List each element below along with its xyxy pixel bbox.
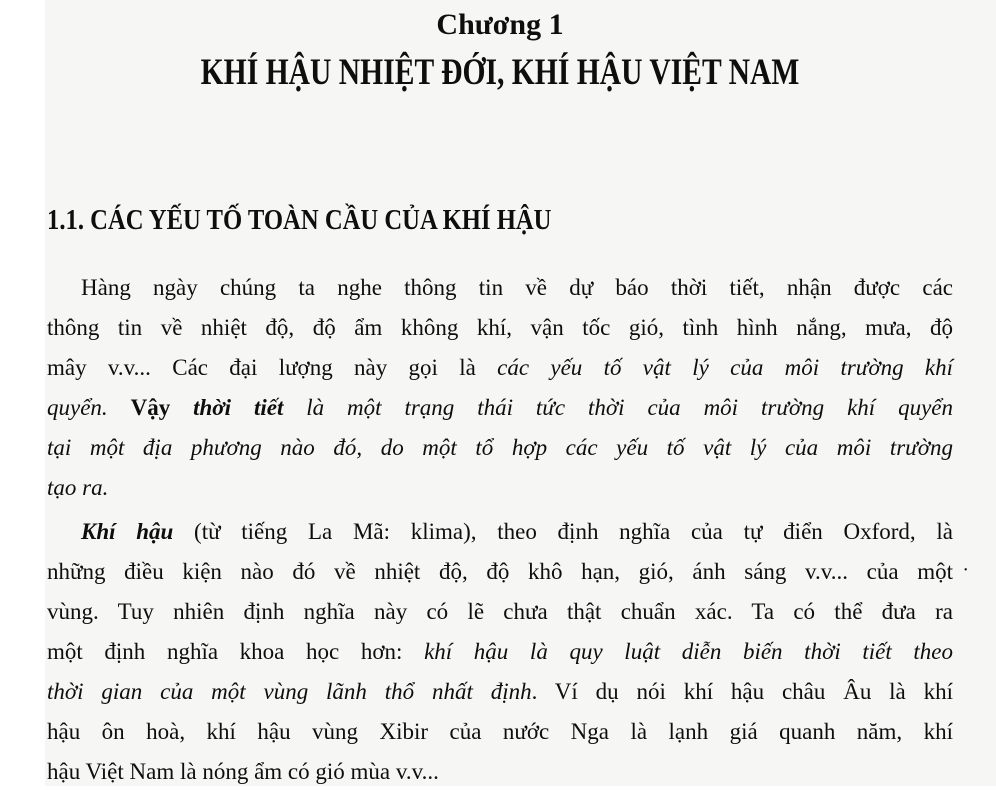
chapter-title: KHÍ HẬU NHIỆT ĐỚI, KHÍ HẬU VIỆT NAM (200, 52, 800, 93)
chapter-label: Chương 1 (436, 8, 564, 41)
text-segment: tạo ra. (47, 475, 109, 500)
text-segment: Khí hậu (81, 519, 195, 544)
text-segment: (từ tiếng La Mã: klima), theo định nghĩa của tự điển Oxford, là (194, 519, 953, 544)
text-segment: một định nghĩa khoa học hơn: (47, 639, 425, 664)
text-line (47, 552, 969, 592)
text-line (47, 468, 953, 508)
text-segment: thông tin về nhiệt độ, độ ẩm không khí, vận tốc gió, tình hình nắng, mưa, độ (47, 315, 953, 340)
text-segment: khí hậu là quy luật diễn biến thời tiết theo (424, 639, 953, 664)
text-line (47, 268, 953, 308)
paragraph (47, 268, 953, 508)
left-page-margin (0, 0, 45, 786)
text-segment: thời tiết (193, 395, 307, 420)
text-line (47, 592, 953, 632)
text-segment: . Ví dụ nói khí hậu châu Âu là khí (531, 679, 953, 704)
text-segment: vùng. Tuy nhiên định nghĩa này có lẽ chưa thật chuẩn xác. Ta có thể đưa ra (47, 599, 953, 624)
text-line (47, 672, 953, 712)
text-line (47, 712, 953, 752)
text-line (47, 512, 953, 552)
text-line (47, 348, 953, 388)
text-line (47, 308, 953, 348)
text-segment: mây v.v... Các đại lượng này gọi là (47, 355, 498, 380)
text-segment: Vậy (130, 395, 194, 420)
text-line (47, 388, 953, 428)
text-line (47, 752, 953, 792)
text-segment: hậu ôn hoà, khí hậu vùng Xibir của nước Nga là lạnh giá quanh năm, khí (47, 719, 953, 744)
section-heading: 1.1. CÁC YẾU TỐ TOÀN CẦU CỦA KHÍ HẬU (47, 204, 552, 236)
text-segment: tại một địa phương nào đó, do một tổ hợp các yếu tố vật lý của môi trường (47, 435, 953, 460)
body-text (47, 268, 969, 792)
text-segment: hậu Việt Nam là nóng ẩm có gió mùa v.v... (47, 759, 439, 784)
page-surface (45, 0, 996, 786)
text-segment: thời gian của một vùng lãnh thổ nhất định (47, 679, 532, 704)
text-line (47, 632, 953, 672)
text-line (47, 428, 953, 468)
scan-artifact-dot: · (962, 559, 969, 581)
text-segment: là một trạng thái tức thời của môi trường khí quyển (306, 395, 953, 420)
page-content (45, 6, 969, 792)
text-segment: các yếu tố vật lý của môi trường khí (497, 355, 954, 380)
text-segment: những điều kiện nào đó về nhiệt độ, độ khô hạn, gió, ánh sáng v.v... của một (47, 559, 953, 584)
text-segment: Hàng ngày chúng ta nghe thông tin về dự báo thời tiết, nhận được các (81, 275, 953, 300)
text-segment: quyển. (47, 395, 131, 420)
paragraph (47, 512, 969, 792)
